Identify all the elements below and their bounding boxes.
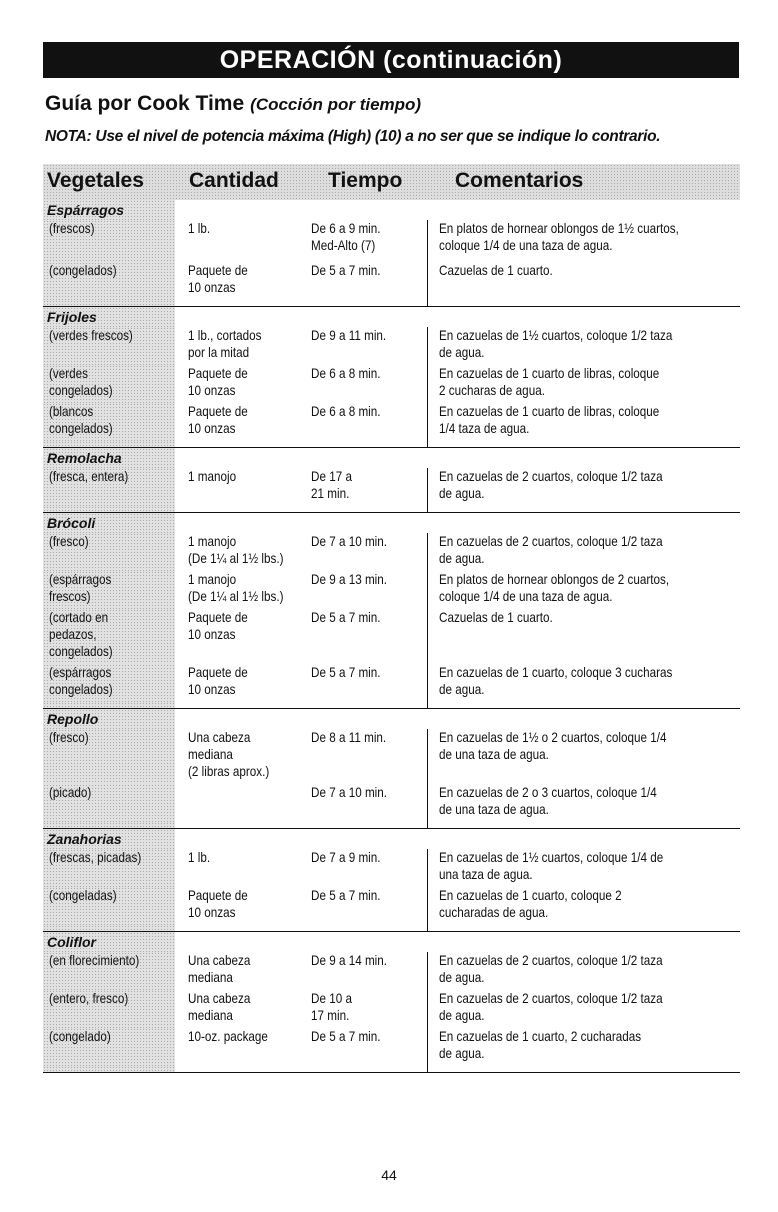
vegetable-group (43, 200, 740, 306)
comment-cell-text: En cazuelas de 1 cuarto de libras, coloque 2 cucharas de agua. (439, 366, 660, 398)
quantity-cell (175, 849, 307, 887)
time-cell (307, 784, 428, 822)
quantity-cell (175, 664, 307, 702)
time-cell (307, 990, 428, 1028)
time-cell-text: De 9 a 13 min. (311, 572, 388, 587)
quantity-cell-text: 1 lb. (188, 850, 211, 865)
vegetable-cell-text: (congelados) (49, 263, 117, 278)
table-row (43, 403, 740, 441)
vegetable-cell (43, 571, 175, 609)
vegetable-cell (43, 468, 175, 506)
quantity-cell-text: Paquete de 10 onzas (188, 263, 248, 295)
vegetable-cell-text: (verdes congelados) (49, 366, 113, 398)
comment-cell-text: En cazuelas de 1 cuarto de libras, coloque 1/4 taza de agua. (439, 404, 660, 436)
vegetable-cell-text: (frescos) (49, 221, 95, 236)
comment-cell (428, 729, 740, 784)
page-title (45, 92, 421, 116)
vegetable-cell (43, 952, 175, 990)
time-cell-text: De 17 a 21 min. (311, 469, 352, 501)
quantity-cell-text: Paquete de 10 onzas (188, 404, 248, 436)
comment-cell (428, 664, 740, 702)
quantity-cell (175, 1028, 307, 1066)
quantity-cell-text: Paquete de 10 onzas (188, 366, 248, 398)
spacer-cell (175, 1066, 307, 1072)
group-name: Frijoles (43, 307, 175, 327)
vegetable-cell-text: (espárragos frescos) (49, 572, 112, 604)
comment-cell (428, 365, 740, 403)
quantity-cell-text: 1 manojo (188, 469, 237, 484)
table-row (43, 220, 740, 262)
comment-cell-text: En cazuelas de 1 cuarto, coloque 2 cucharadas de agua. (439, 888, 622, 920)
comment-cell-text: Cazuelas de 1 cuarto. (439, 263, 553, 278)
time-cell-text: De 7 a 10 min. (311, 534, 388, 549)
quantity-cell-text: Una cabeza mediana (188, 991, 251, 1023)
time-cell (307, 849, 428, 887)
quantity-cell (175, 365, 307, 403)
quantity-cell-text: 1 lb. (188, 221, 211, 236)
table-row (43, 609, 740, 664)
quantity-cell (175, 990, 307, 1028)
vegetable-group (43, 512, 740, 708)
section-banner: OPERACIÓN (continuación) (43, 42, 739, 78)
quantity-cell (175, 468, 307, 506)
time-cell-text: De 7 a 10 min. (311, 785, 388, 800)
comment-cell-text: En cazuelas de 1½ o 2 cuartos, coloque 1/4 de una taza de agua. (439, 730, 667, 762)
table-row (43, 849, 740, 887)
group-name: Brócoli (43, 513, 175, 533)
group-name: Zanahorias (43, 829, 175, 849)
table-row (43, 533, 740, 571)
group-name: Repollo (43, 709, 175, 729)
comment-cell-text: En cazuelas de 2 cuartos, coloque 1/2 taza de agua. (439, 534, 663, 566)
vegetable-cell-text: (cortado en pedazos, congelados) (49, 610, 113, 659)
table-row (43, 327, 740, 365)
time-cell (307, 262, 428, 300)
comment-cell (428, 887, 740, 925)
comment-cell (428, 609, 740, 664)
header-vegetales: Vegetales (47, 169, 144, 192)
table-row (43, 262, 740, 300)
table-body (43, 200, 740, 1072)
vegetable-cell (43, 990, 175, 1028)
vegetable-cell (43, 729, 175, 784)
comment-cell (428, 403, 740, 441)
quantity-cell (175, 262, 307, 300)
comment-cell (428, 571, 740, 609)
comment-cell-text: En cazuelas de 2 cuartos, coloque 1/2 taza de agua. (439, 953, 663, 985)
time-cell (307, 887, 428, 925)
time-cell (307, 533, 428, 571)
table-row (43, 784, 740, 822)
time-cell (307, 952, 428, 990)
time-cell-text: De 9 a 14 min. (311, 953, 388, 968)
quantity-cell (175, 952, 307, 990)
vegetable-cell (43, 262, 175, 300)
table-row (43, 952, 740, 990)
spacer-cell (43, 1066, 175, 1072)
vegetable-cell-text: (espárragos congelados) (49, 665, 113, 697)
vegetable-cell-text: (fresco) (49, 730, 89, 745)
comment-cell (428, 952, 740, 990)
header-cantidad: Cantidad (189, 169, 279, 192)
vegetable-cell-text: (blancos congelados) (49, 404, 113, 436)
vegetable-group (43, 931, 740, 1072)
vegetable-cell (43, 365, 175, 403)
vegetable-cell-text: (congelado) (49, 1029, 111, 1044)
table-row (43, 571, 740, 609)
quantity-cell-text: Paquete de 10 onzas (188, 665, 248, 697)
time-cell-text: De 5 a 7 min. (311, 610, 381, 625)
quantity-cell (175, 533, 307, 571)
vegetable-cell (43, 784, 175, 822)
comment-cell (428, 849, 740, 887)
table-row (43, 468, 740, 506)
note-text: NOTA: Use el nivel de potencia máxima (High) (10) a no ser que se indique lo contrario. (45, 128, 661, 145)
table-row (43, 1028, 740, 1066)
time-cell (307, 609, 428, 664)
table-row (43, 729, 740, 784)
comment-cell (428, 468, 740, 506)
time-cell (307, 365, 428, 403)
quantity-cell (175, 887, 307, 925)
comment-cell-text: En cazuelas de 1½ cuartos, coloque 1/2 taza de agua. (439, 328, 673, 360)
time-cell-text: De 9 a 11 min. (311, 328, 387, 343)
comment-cell-text: En platos de hornear oblongos de 2 cuartos, coloque 1/4 de una taza de agua. (439, 572, 670, 604)
time-cell (307, 403, 428, 441)
time-cell (307, 571, 428, 609)
time-cell (307, 327, 428, 365)
vegetable-group (43, 306, 740, 447)
vegetable-cell (43, 533, 175, 571)
group-spacer (43, 1066, 740, 1072)
quantity-cell (175, 609, 307, 664)
comment-cell-text: En cazuelas de 2 cuartos, coloque 1/2 taza de agua. (439, 991, 663, 1023)
quantity-cell-text: Una cabeza mediana (2 libras aprox.) (188, 730, 270, 779)
comment-cell (428, 990, 740, 1028)
time-cell-text: De 10 a 17 min. (311, 991, 352, 1023)
vegetable-cell-text: (fresca, entera) (49, 469, 129, 484)
quantity-cell-text: 1 lb., cortados por la mitad (188, 328, 262, 360)
table-row (43, 887, 740, 925)
vegetable-group (43, 708, 740, 828)
quantity-cell-text: 1 manojo (De 1¼ al 1½ lbs.) (188, 572, 284, 604)
time-cell-text: De 6 a 8 min. (311, 404, 381, 419)
time-cell-text: De 8 a 11 min. (311, 730, 387, 745)
quantity-cell-text: Paquete de 10 onzas (188, 888, 248, 920)
title-main: Guía por Cook Time (45, 92, 245, 115)
vegetable-cell-text: (congeladas) (49, 888, 117, 903)
header-comentarios: Comentarios (455, 169, 584, 192)
vegetable-group (43, 828, 740, 931)
vegetable-cell-text: (en florecimiento) (49, 953, 140, 968)
time-cell-text: De 5 a 7 min. (311, 888, 381, 903)
vegetable-cell-text: (verdes frescos) (49, 328, 133, 343)
table-header (43, 164, 740, 200)
group-name: Espárragos (43, 200, 175, 220)
vegetable-cell-text: (picado) (49, 785, 92, 800)
comment-cell (428, 220, 740, 262)
comment-cell-text: En cazuelas de 2 cuartos, coloque 1/2 taza de agua. (439, 469, 663, 501)
comment-cell-text: En cazuelas de 1 cuarto, coloque 3 cucharas de agua. (439, 665, 673, 697)
quantity-cell (175, 403, 307, 441)
quantity-cell-text: Una cabeza mediana (188, 953, 251, 985)
time-cell-text: De 7 a 9 min. (311, 850, 381, 865)
comment-cell-text: En cazuelas de 2 o 3 cuartos, coloque 1/4 de una taza de agua. (439, 785, 657, 817)
comment-cell-text: En platos de hornear oblongos de 1½ cuartos, coloque 1/4 de una taza de agua. (439, 221, 679, 253)
comment-cell-text: Cazuelas de 1 cuarto. (439, 610, 553, 625)
time-cell-text: De 5 a 7 min. (311, 263, 381, 278)
vegetable-cell-text: (fresco) (49, 534, 89, 549)
time-cell (307, 664, 428, 702)
header-tiempo: Tiempo (328, 169, 403, 192)
quantity-cell (175, 571, 307, 609)
time-cell (307, 468, 428, 506)
bottom-rule (43, 1072, 740, 1073)
comment-cell (428, 784, 740, 822)
vegetable-cell (43, 664, 175, 702)
vegetable-cell (43, 327, 175, 365)
time-cell-text: De 5 a 7 min. (311, 1029, 381, 1044)
table-row (43, 365, 740, 403)
vegetable-group (43, 447, 740, 512)
quantity-cell-text: Paquete de 10 onzas (188, 610, 248, 642)
quantity-cell-text: 1 manojo (De 1¼ al 1½ lbs.) (188, 534, 284, 566)
vegetable-cell (43, 609, 175, 664)
group-name: Remolacha (43, 448, 175, 468)
vegetable-cell (43, 849, 175, 887)
time-cell (307, 729, 428, 784)
quantity-cell (175, 729, 307, 784)
vegetable-cell (43, 1028, 175, 1066)
comment-cell (428, 533, 740, 571)
vegetable-cell (43, 887, 175, 925)
quantity-cell (175, 220, 307, 262)
time-cell (307, 220, 428, 262)
quantity-cell (175, 784, 307, 822)
time-cell-text: De 6 a 9 min. Med-Alto (7) (311, 221, 381, 253)
group-name: Coliflor (43, 932, 175, 952)
page-number: 44 (381, 1167, 397, 1183)
time-cell-text: De 5 a 7 min. (311, 665, 381, 680)
vegetable-cell (43, 403, 175, 441)
cook-time-table (43, 164, 740, 1073)
time-cell-text: De 6 a 8 min. (311, 366, 381, 381)
quantity-cell (175, 327, 307, 365)
spacer-cell (307, 1066, 428, 1072)
comment-cell (428, 1028, 740, 1066)
quantity-cell-text: 10-oz. package (188, 1029, 268, 1044)
vegetable-cell (43, 220, 175, 262)
title-subtitle: (Cocción por tiempo) (250, 95, 422, 114)
vegetable-cell-text: (entero, fresco) (49, 991, 129, 1006)
table-row (43, 664, 740, 702)
comment-cell (428, 262, 740, 300)
table-row (43, 990, 740, 1028)
comment-cell-text: En cazuelas de 1½ cuartos, coloque 1/4 de una taza de agua. (439, 850, 664, 882)
vegetable-cell-text: (frescas, picadas) (49, 850, 142, 865)
comment-cell (428, 327, 740, 365)
comment-cell-text: En cazuelas de 1 cuarto, 2 cucharadas de agua. (439, 1029, 642, 1061)
time-cell (307, 1028, 428, 1066)
